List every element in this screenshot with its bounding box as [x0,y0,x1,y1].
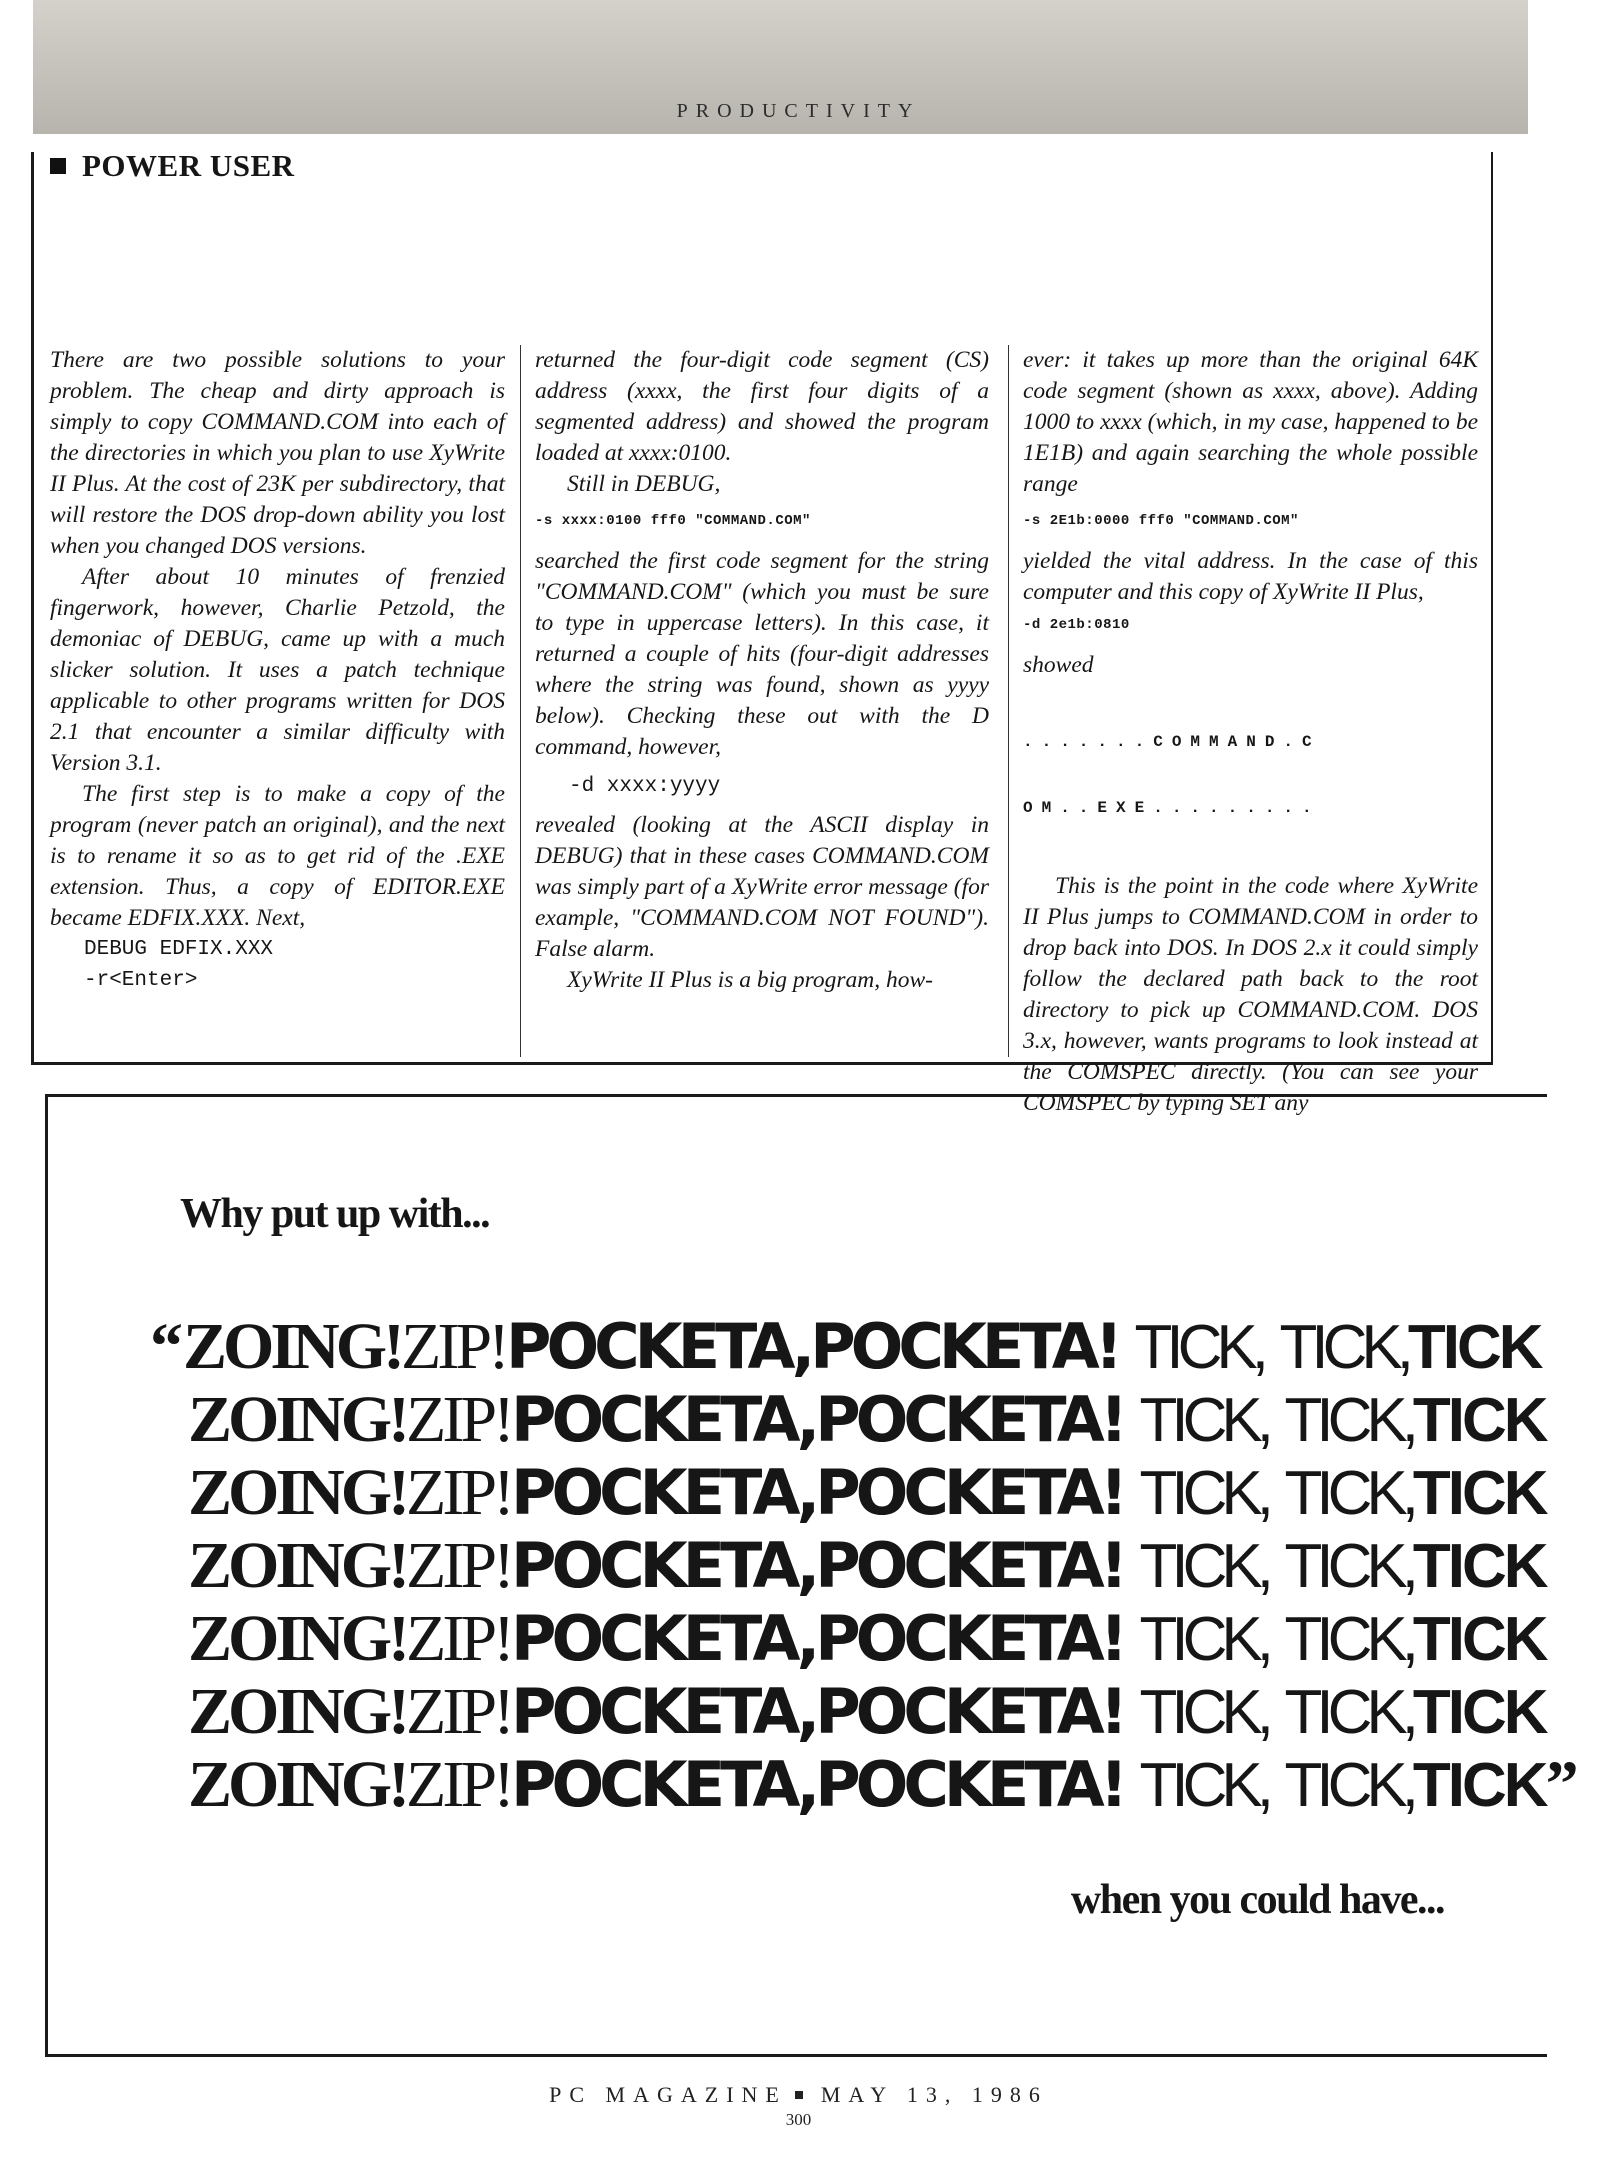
paragraph: Still in DEBUG, [567,471,721,497]
noise-pocketa: POCKETA,POCKETA! [511,1529,1124,1602]
noise-tick-bold: TICK [1407,1313,1541,1382]
noise-line [150,1529,1546,1602]
noise-pocketa: POCKETA,POCKETA! [511,1748,1124,1821]
noise-zoing: ZOING! [188,1675,407,1748]
article-column-2 [535,345,989,1061]
noise-pocketa: POCKETA,POCKETA! [511,1456,1124,1529]
paragraph: searched the first code segment for the string "COMMAND.COM" (which you must be sure to type in uppercase letters). In this case, it returned a couple of hits (four-digit addresses where the string was found, shown as yyyy below). Checking these out with the D command, however, [535,548,989,760]
noise-zip: ZIP! [406,1383,512,1456]
close-quote: ” [1545,1748,1579,1821]
noise-line [150,1310,1541,1383]
page-footer [0,2082,1597,2108]
noise-tick-bold: TICK [1412,1751,1546,1820]
noise-zoing: ZOING! [188,1383,407,1456]
paragraph: ever: it takes up more than the original 64K code segment (shown as xxxx, above). Adding 1000 to xxxx (which, in my case, happened to be 1E1B) and again searching the whole possible range [1023,347,1478,497]
noise-zip: ZIP! [406,1675,512,1748]
article-column-1 [50,345,505,1061]
ad-tagline: when you could have... [1070,1877,1444,1923]
paragraph: There are two possible solutions to your problem. The cheap and dirty approach is simply to copy COMMAND.COM into each of the directories in which you plan to use XyWrite II Plus. At the cost of 23K per subdirectory, that will restore the DOS drop-down ability you lost when you changed DOS versions. [50,347,505,559]
noise-tick-bold: TICK [1412,1459,1546,1528]
noise-line [150,1748,1579,1821]
noise-zoing: ZOING! [183,1310,402,1383]
article-column-3 [1023,345,1478,1116]
ad-headline: Why put up with... [180,1191,490,1237]
noise-tick: TICK, [1284,1678,1413,1747]
paragraph: XyWrite II Plus is a big program, how- [567,967,933,993]
noise-tick: TICK, [1139,1459,1268,1528]
noise-pocketa: POCKETA,POCKETA! [506,1310,1119,1383]
paragraph: returned the four-digit code segment (CS) address (xxxx, the first four digits of a segmented address) and showed the program loaded at xxxx:0100. [535,347,989,466]
noise-tick: TICK, [1139,1386,1268,1455]
ascii-dump-line: .......COMMAND.C [1023,733,1321,751]
paragraph: yielded the vital address. In the case of this computer and this copy of XyWrite II Plus, [1023,548,1478,605]
section-label [50,148,295,184]
noise-tick-bold: TICK [1412,1678,1546,1747]
section-label-text: POWER USER [82,148,295,183]
bullet-square-icon [50,158,66,174]
open-quote: “ [150,1310,183,1383]
noise-tick: TICK, [1284,1605,1413,1674]
noise-line [150,1456,1546,1529]
noise-tick: TICK, [1139,1605,1268,1674]
noise-tick: TICK, [1139,1751,1268,1820]
noise-tick-bold: TICK [1412,1532,1546,1601]
noise-tick: TICK, [1139,1532,1268,1601]
column-divider [1008,345,1009,1057]
code-line [1023,687,1478,863]
noise-tick-bold: TICK [1412,1386,1546,1455]
paragraph: showed [1023,652,1094,678]
noise-tick: TICK, [1134,1313,1263,1382]
noise-line [150,1675,1546,1748]
paragraph: revealed (looking at the ASCII display in DEBUG) that in these cases COMMAND.COM was simply part of a XyWrite error message (for example, "COMMAND.COM NOT FOUND"). False alarm. [535,812,989,962]
paragraph: This is the point in the code where XyWrite II Plus jumps to COMMAND.COM in order to drop back into DOS. In DOS 2.x it could simply follow the declared path back to the root directory to pick up COMMAND.COM. DOS 3.x, however, wants programs to look instead at the COMSPEC directly. (You can see your COMSPEC by typing SET any [1023,873,1478,1116]
noise-tick: TICK, [1284,1459,1413,1528]
noise-zoing: ZOING! [188,1529,407,1602]
noise-tick: TICK, [1284,1751,1413,1820]
page-number: 300 [785,2110,812,2129]
paragraph: The first step is to make a copy of the program (never patch an original), and the next is to rename it so as to get rid of the .EXE extension. Thus, a copy of EDITOR.EXE became EDFIX.XXX. Next, [50,781,505,931]
code-line: DEBUG EDFIX.XXX [84,938,274,961]
column-divider [520,345,521,1057]
noise-zip: ZIP! [401,1310,507,1383]
noise-zip: ZIP! [406,1456,512,1529]
noise-zip: ZIP! [406,1602,512,1675]
noise-zoing: ZOING! [188,1748,407,1821]
bullet-square-icon [795,2091,803,2099]
code-line: -r<Enter> [84,969,198,992]
noise-zoing: ZOING! [188,1456,407,1529]
code-line: -s xxxx:0100 fff0 "COMMAND.COM" [535,513,811,529]
noise-tick: TICK, [1279,1313,1408,1382]
noise-pocketa: POCKETA,POCKETA! [511,1602,1124,1675]
noise-zoing: ZOING! [188,1602,407,1675]
code-line: -s 2E1b:0000 fff0 "COMMAND.COM" [1023,513,1299,529]
noise-pocketa: POCKETA,POCKETA! [511,1675,1124,1748]
issue-date: MAY 13, 1986 [820,2082,1048,2107]
noise-zip: ZIP! [406,1529,512,1602]
paragraph: After about 10 minutes of frenzied fingerwork, however, Charlie Petzold, the demoniac of DEBUG, came up with a much slicker solution. It uses a patch technique applicable to other programs written for DOS 2.1 that encounter a similar difficulty with Version 3.1. [50,564,505,776]
noise-tick: TICK, [1139,1678,1268,1747]
noise-line [150,1602,1546,1675]
publication-name: PC MAGAZINE [549,2082,787,2107]
code-line: -d xxxx:yyyy [569,775,721,798]
noise-pocketa: POCKETA,POCKETA! [511,1383,1124,1456]
noise-tick-bold: TICK [1412,1605,1546,1674]
noise-tick: TICK, [1284,1386,1413,1455]
ascii-dump-line: OM..EXE......... [1023,799,1321,817]
code-line: -d 2e1b:0810 [1023,617,1130,633]
ad-noise-block [150,1310,1579,1821]
noise-line [150,1383,1546,1456]
noise-tick: TICK, [1284,1532,1413,1601]
noise-zip: ZIP! [406,1748,512,1821]
section-kicker: PRODUCTIVITY [676,100,921,122]
